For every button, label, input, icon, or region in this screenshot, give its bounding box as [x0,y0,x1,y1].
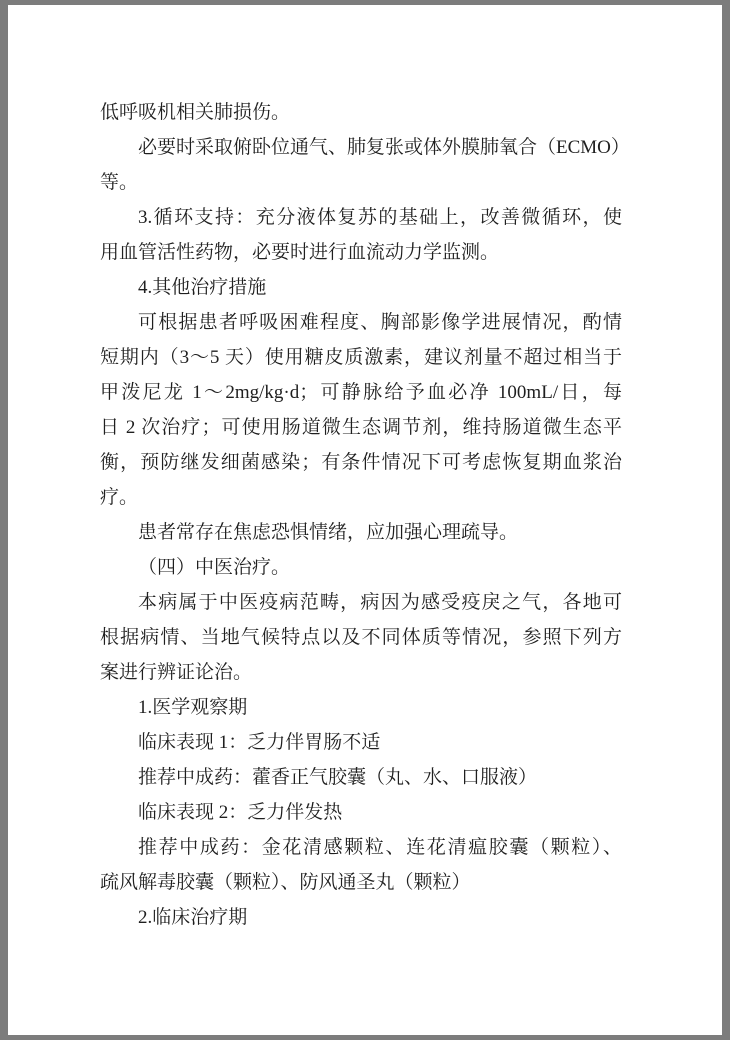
text-line: 可根据患者呼吸困难程度、胸部影像学进展情况，酌情 [138,312,622,333]
text-line: 临床表现 2：乏力伴发热 [138,802,343,823]
text-line: 1.医学观察期 [138,697,248,718]
text-line: 必要时采取俯卧位通气、肺复张或体外膜肺氧合（ECMO） [138,137,630,158]
text-line: 低呼吸机相关肺损伤。 [100,102,291,123]
text-line: 临床表现 1：乏力伴胃肠不适 [138,732,381,753]
text-line: 日 2 次治疗；可使用肠道微生态调节剂，维持肠道微生态平 [100,417,622,438]
text-line: 短期内（3～5 天）使用糖皮质激素，建议剂量不超过相当于 [100,347,622,368]
text-line: 案进行辨证论治。 [100,662,253,683]
text-line: 甲泼尼龙 1～2mg/kg·d；可静脉给予血必净 100mL/日，每 [100,382,622,403]
text-line: 用血管活性药物，必要时进行血流动力学监测。 [100,242,500,263]
text-line: 患者常存在焦虑恐惧情绪，应加强心理疏导。 [138,522,519,543]
text-line: 根据病情、当地气候特点以及不同体质等情况，参照下列方 [100,627,622,648]
document-page [8,5,722,1035]
text-line: 推荐中成药：金花清感颗粒、连花清瘟胶囊（颗粒）、 [138,837,622,858]
text-line: 本病属于中医疫病范畴，病因为感受疫戾之气，各地可 [138,592,622,613]
text-line: （四）中医治疗。 [138,557,291,578]
text-line: 2.临床治疗期 [138,907,248,928]
text-line: 等。 [100,172,139,193]
document-body [100,95,630,935]
text-line: 疏风解毒胶囊（颗粒）、防风通圣丸（颗粒） [100,872,471,893]
text-line: 4.其他治疗措施 [138,277,267,298]
text-line: 疗。 [100,487,139,508]
text-line: 衡，预防继发细菌感染；有条件情况下可考虑恢复期血浆治 [100,452,622,473]
text-line: 推荐中成药：藿香正气胶囊（丸、水、口服液） [138,767,538,788]
text-line: 3.循环支持：充分液体复苏的基础上，改善微循环，使 [138,207,622,228]
